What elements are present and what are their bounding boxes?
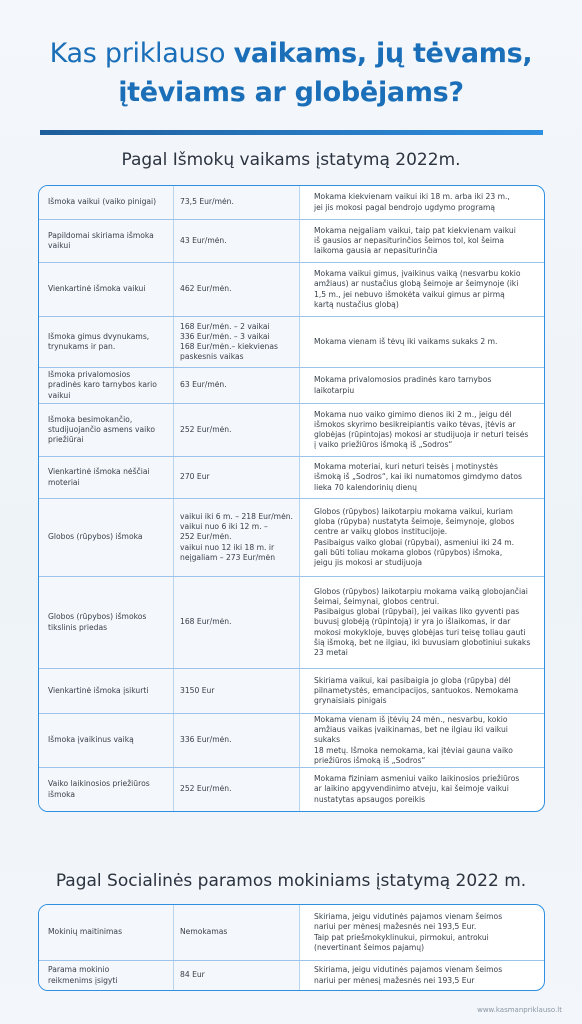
description-cell <box>300 577 544 668</box>
benefit-name-cell-text: Mokinių maitinimas <box>48 927 123 937</box>
description-cell <box>300 368 544 403</box>
description-cell <box>300 669 544 713</box>
table-row <box>39 263 544 317</box>
benefit-name-cell <box>39 263 173 316</box>
amount-cell <box>173 768 300 811</box>
amount-cell-text: Nemokamas <box>180 927 228 937</box>
title-line-1 <box>0 34 582 73</box>
description-cell-text: Globos (rūpybos) laikotarpiu mokama vaiką globojančiai šeimai, šeimynai, globos centrui. Pasibaigus globai (rūpybai), jei vaikas liko gyventi pas buvusį globėją (rūpintoją) ir yra jo išlaikomas, ir dar mokosi mokykloje, buvęs globėjas turi teisę toliau gauti šią išmoką, bet ne ilgiau, iki buvusiam globotiniui sukaks 23 metai <box>314 586 531 657</box>
description-cell <box>300 457 544 498</box>
description-cell-text: Mokama fiziniam asmeniui vaiko laikinosios priežiūros ar laikino apgyvendinimo atveju, kai šeimoje vaikui nustatytas apsaugos poreikis <box>314 774 520 804</box>
amount-cell-text: 168 Eur/mėn. – 2 vaikai 336 Eur/mėn. – 3 vaikai 168 Eur/mėn.– kiekvienas paskesnis vaikas <box>180 321 278 362</box>
benefit-name-cell-text: Išmoka įvaikinus vaiką <box>48 735 134 745</box>
table-row <box>39 961 544 990</box>
benefit-name-cell <box>39 669 173 713</box>
description-cell-text: Mokama privalomosios pradinės karo tarnybos laikotarpiu <box>314 375 492 395</box>
amount-cell <box>173 905 300 960</box>
school-support-table <box>38 904 545 991</box>
amount-cell <box>173 368 300 403</box>
benefit-name-cell-text: Globos (rūpybos) išmokos tikslinis priedas <box>48 612 147 632</box>
benefit-name-cell <box>39 457 173 498</box>
benefit-name-cell-text: Globos (rūpybos) išmoka <box>48 532 143 542</box>
description-cell <box>300 961 544 990</box>
table-row <box>39 577 544 669</box>
title-bold-2: įtėviams ar globėjams? <box>118 77 464 108</box>
amount-cell <box>173 577 300 668</box>
benefit-name-cell-text: Vienkartinė išmoka nėščiai moteriai <box>48 467 150 487</box>
benefit-name-cell-text: Išmoka gimus dvynukams, trynukams ir pan. <box>48 331 150 351</box>
amount-cell-text: 336 Eur/mėn. <box>180 735 232 745</box>
benefit-name-cell <box>39 905 173 960</box>
benefit-name-cell-text: Papildomai skiriama išmoka vaikui <box>48 230 154 250</box>
description-cell-text: Mokama neįgaliam vaikui, taip pat kiekvienam vaikui iš gausios ar nepasiturinčios šeimos tol, kol šeima laikoma gausia ar nepasiturinčia <box>314 225 516 256</box>
benefit-name-cell <box>39 577 173 668</box>
table-row <box>39 220 544 263</box>
description-cell <box>300 905 544 960</box>
benefit-name-cell <box>39 317 173 367</box>
amount-cell-text: 43 Eur/mėn. <box>180 235 227 245</box>
description-cell <box>300 714 544 767</box>
description-cell-text: Globos (rūpybos) laikotarpiu mokama vaikui, kuriam globа (rūpyba) nustatyta šeimoje, šeimynoje, globos centre ar vaikų globos institucijoje. Pasibaigus vaiko globai (rūpybai), asmeniui iki 24 m. gali būti toliau mokama globos (rūpybos) išmoka, jeigu jis mokosi ar studijuoja <box>314 506 515 567</box>
benefit-name-cell <box>39 404 173 456</box>
table-row <box>39 368 544 404</box>
description-cell-text: Skiriama, jeigu vidutinės pajamos vienam šeimos nariui per mėnesį mažesnės nei 193,5 Eur <box>314 965 503 985</box>
benefit-name-cell-text: Vienkartinė išmoka vaikui <box>48 284 146 294</box>
table-row <box>39 317 544 368</box>
description-cell <box>300 768 544 811</box>
table-row <box>39 669 544 714</box>
amount-cell <box>173 714 300 767</box>
description-cell-text: Mokama vienam iš tėvų iki vaikams sukaks 2 m. <box>314 336 498 346</box>
table-row <box>39 499 544 577</box>
benefit-name-cell-text: Vienkartinė išmoka įsikurti <box>48 685 149 695</box>
amount-cell-text: 73,5 Eur/mėn. <box>180 197 234 207</box>
amount-cell <box>173 499 300 576</box>
benefit-name-cell-text: Išmoka vaikui (vaiko pinigai) <box>48 197 157 207</box>
description-cell <box>300 404 544 456</box>
benefit-name-cell-text: Išmoka besimokančio, studijuojančio asmens vaiko priežiūrai <box>48 414 156 445</box>
description-cell-text: Mokama kiekvienam vaikui iki 18 m. arba iki 23 m., jei jis mokosi pagal bendrojo ugdymo programą <box>314 192 510 212</box>
amount-cell-text: 63 Eur/mėn. <box>180 380 227 390</box>
title-line-2 <box>0 73 582 112</box>
description-cell-text: Mokama vienam iš įtėvių 24 mėn., nesvarbu, kokio amžiaus vaikas įvaikinamas, bet ne ilgiau iki vaikui sukaks 18 metų. Išmoka nemokama, kai įtėviai gauna vaiko priežiūros išmoką iš „Sodros“ <box>314 714 513 765</box>
benefits-table <box>38 185 545 812</box>
table-row <box>39 404 544 457</box>
amount-cell-text: 84 Eur <box>180 970 205 980</box>
amount-cell <box>173 317 300 367</box>
section-1-heading: Pagal Išmokų vaikams įstatymą 2022m. <box>121 150 461 170</box>
amount-cell <box>173 961 300 990</box>
description-cell <box>300 220 544 262</box>
amount-cell-text: 252 Eur/mėn. <box>180 424 232 434</box>
benefit-name-cell <box>39 499 173 576</box>
description-cell <box>300 186 544 219</box>
amount-cell <box>173 186 300 219</box>
benefit-name-cell-text: Parama mokinio reikmenims įsigyti <box>48 965 118 985</box>
benefit-name-cell <box>39 768 173 811</box>
description-cell-text: Mokama moteriai, kuri neturi teisės į motinystės išmoką iš „Sodros“, kai iki numatomos gimdymo datos lieka 70 kalendorinių dienų <box>314 462 522 492</box>
benefit-name-cell <box>39 186 173 219</box>
title-underline <box>40 130 543 135</box>
amount-cell <box>173 263 300 316</box>
amount-cell-text: vaikui iki 6 m. – 218 Eur/mėn. vaikui nuo 6 iki 12 m. – 252 Eur/mėn. vaikui nuo 12 iki 18 m. ir neįgaliam – 273 Eur/mėn <box>180 511 293 562</box>
benefit-name-cell <box>39 961 173 990</box>
table-row <box>39 905 544 961</box>
description-cell <box>300 263 544 316</box>
description-cell-text: Mokama nuo vaiko gimimo dienos iki 2 m., jeigu dėl išmokos skyrimo besikreipiantis vaiko tėvas, įtėvis ar globėjas (rūpintojas) mokosi ar studijuoja ir neturi teisės į vaiko priežiūros išmoką iš „Sodros“ <box>314 409 529 450</box>
amount-cell <box>173 220 300 262</box>
description-cell-text: Mokama vaikui gimus, įvaikinus vaiką (nesvarbu kokio amžiaus) ar nustačius globą šeimoje ar šeimynoje (iki 1,5 m., jei nebuvo išmokėta vaikui gimus ar pirmą kartą nustačius globą) <box>314 269 521 309</box>
table-row <box>39 457 544 499</box>
amount-cell-text: 252 Eur/mėn. <box>180 784 232 794</box>
title-bold-1: vaikams, jų tėvams, <box>233 38 533 69</box>
amount-cell <box>173 669 300 713</box>
table-row <box>39 768 544 811</box>
amount-cell <box>173 404 300 456</box>
table-row <box>39 186 544 220</box>
benefit-name-cell-text: Vaiko laikinosios priežiūros išmoka <box>48 779 150 799</box>
website-footer: www.kasmanpriklauso.lt <box>477 1006 562 1014</box>
amount-cell-text: 462 Eur/mėn. <box>180 284 232 294</box>
title-regular: Kas priklauso <box>49 38 234 69</box>
amount-cell-text: 270 Eur <box>180 472 210 482</box>
amount-cell-text: 168 Eur/mėn. <box>180 617 232 627</box>
description-cell-text: Skiriama, jeigu vidutinės pajamos vienam šeimos nariui per mėnesį mažesnės nei 193,5 Eur. Taip pat priešmokyklinukui, pirmokui, antrokui (nevertinant šeimos pajamų) <box>314 912 503 952</box>
amount-cell <box>173 457 300 498</box>
description-cell <box>300 317 544 367</box>
section-2-heading: Pagal Socialinės paramos mokiniams įstatymą 2022 m. <box>55 871 527 891</box>
benefit-name-cell <box>39 368 173 403</box>
benefit-name-cell-text: Išmoka privalomosios pradinės karo tarnybos kario vaikui <box>48 370 157 400</box>
description-cell <box>300 499 544 576</box>
description-cell-text: Skiriama vaikui, kai pasibaigia jo globa (rūpyba) dėl pilnametystės, emancipacijos, santuokos. Nemokama grynaisiais pinigais <box>314 675 519 706</box>
amount-cell-text: 3150 Eur <box>180 685 215 695</box>
page-title <box>0 34 582 112</box>
benefit-name-cell <box>39 714 173 767</box>
table-row <box>39 714 544 768</box>
benefit-name-cell <box>39 220 173 262</box>
